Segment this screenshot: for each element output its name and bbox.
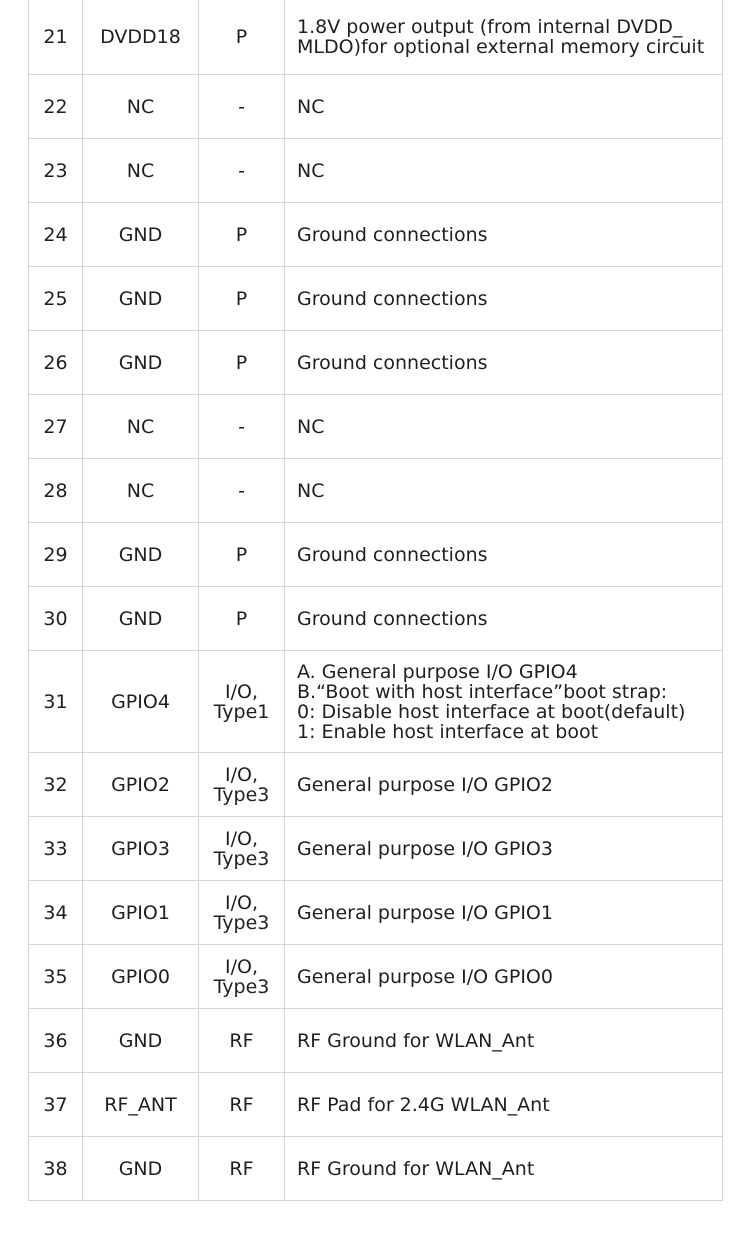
pin-description-line: RF Pad for 2.4G WLAN_Ant	[297, 1093, 550, 1116]
pin-number-cell: 26	[29, 331, 83, 395]
pin-type-line: -	[238, 479, 245, 502]
pin-number-cell: 23	[29, 139, 83, 203]
pin-description-line: NC	[297, 95, 325, 118]
pin-name-cell: GPIO1	[83, 881, 199, 945]
pin-number-cell: 30	[29, 587, 83, 651]
pin-description-line: General purpose I/O GPIO3	[297, 837, 553, 860]
pin-number-cell: 27	[29, 395, 83, 459]
pin-description-line: General purpose I/O GPIO1	[297, 901, 553, 924]
pin-type-line: I/O,	[225, 680, 258, 703]
pin-name-cell: GND	[83, 267, 199, 331]
pin-type-line: RF	[229, 1029, 254, 1052]
pin-description-line: 1.8V power output (from internal DVDD_	[297, 15, 683, 38]
pin-name-cell: GPIO3	[83, 817, 199, 881]
pin-type-line: I/O,	[225, 955, 258, 978]
pin-description-line: Ground connections	[297, 351, 488, 374]
table-row	[29, 753, 723, 817]
pin-description-line: General purpose I/O GPIO2	[297, 773, 553, 796]
pin-number-cell: 24	[29, 203, 83, 267]
table-row	[29, 523, 723, 587]
pin-number-cell: 33	[29, 817, 83, 881]
pin-type-line: P	[235, 351, 248, 374]
pin-description-cell	[285, 651, 723, 753]
pin-type-cell	[199, 203, 285, 267]
pin-type-cell	[199, 267, 285, 331]
pin-description-line: RF Ground for WLAN_Ant	[297, 1157, 535, 1180]
pin-name-cell: NC	[83, 459, 199, 523]
table-row	[29, 267, 723, 331]
pin-description-line: NC	[297, 415, 325, 438]
pin-number-cell: 35	[29, 945, 83, 1009]
pin-name-cell: GND	[83, 331, 199, 395]
table-row	[29, 1137, 723, 1201]
table-row	[29, 395, 723, 459]
pin-name-cell: RF_ANT	[83, 1073, 199, 1137]
pin-type-line: RF	[229, 1157, 254, 1180]
table-row	[29, 1009, 723, 1073]
pin-name-cell: GND	[83, 1137, 199, 1201]
pin-type-line: I/O,	[225, 763, 258, 786]
pin-description-line: NC	[297, 159, 325, 182]
pin-description-line: A. General purpose I/O GPIO4	[297, 660, 578, 683]
pin-description-cell	[285, 267, 723, 331]
table-row	[29, 1073, 723, 1137]
pin-name-cell: NC	[83, 395, 199, 459]
pin-description-cell	[285, 75, 723, 139]
pin-type-cell	[199, 753, 285, 817]
pin-type-line: I/O,	[225, 827, 258, 850]
pin-description-cell	[285, 1137, 723, 1201]
pin-description-line: 0: Disable host interface at boot(default)	[297, 700, 686, 723]
pin-type-line: Type1	[213, 700, 270, 723]
pin-type-line: I/O,	[225, 891, 258, 914]
pin-number-cell: 34	[29, 881, 83, 945]
pin-type-cell	[199, 651, 285, 753]
pin-type-line: -	[238, 415, 245, 438]
pin-name-cell: GND	[83, 523, 199, 587]
pin-type-line: Type3	[213, 847, 270, 870]
pin-type-cell	[199, 139, 285, 203]
pin-name-cell: GND	[83, 203, 199, 267]
pin-type-cell	[199, 881, 285, 945]
pin-type-line: P	[235, 223, 248, 246]
pin-type-line: RF	[229, 1093, 254, 1116]
pin-type-cell	[199, 75, 285, 139]
pin-description-line: Ground connections	[297, 223, 488, 246]
pin-type-line: P	[235, 25, 248, 48]
pin-number-cell: 37	[29, 1073, 83, 1137]
table-row	[29, 459, 723, 523]
pin-type-line: -	[238, 95, 245, 118]
pin-description-cell	[285, 753, 723, 817]
pin-description-line: MLDO)for optional external memory circuit	[297, 35, 705, 58]
pin-description-line: RF Ground for WLAN_Ant	[297, 1029, 535, 1052]
pin-type-line: P	[235, 607, 248, 630]
pin-description-cell	[285, 203, 723, 267]
table-row	[29, 139, 723, 203]
pin-description-cell	[285, 0, 723, 75]
pin-type-cell	[199, 0, 285, 75]
table-row	[29, 881, 723, 945]
table-row	[29, 331, 723, 395]
pin-name-cell: DVDD18	[83, 0, 199, 75]
pin-number-cell: 28	[29, 459, 83, 523]
pin-type-cell	[199, 459, 285, 523]
pin-type-cell	[199, 1009, 285, 1073]
pin-description-line: NC	[297, 479, 325, 502]
pin-type-line: Type3	[213, 975, 270, 998]
table-row	[29, 587, 723, 651]
pin-type-line: P	[235, 543, 248, 566]
pin-definition-table	[28, 0, 723, 1201]
pin-type-cell	[199, 331, 285, 395]
pin-description-cell	[285, 139, 723, 203]
table-row	[29, 203, 723, 267]
pin-number-cell: 32	[29, 753, 83, 817]
pin-name-cell: GPIO4	[83, 651, 199, 753]
pin-type-line: -	[238, 159, 245, 182]
pin-number-cell: 38	[29, 1137, 83, 1201]
pin-type-cell	[199, 1073, 285, 1137]
pin-description-cell	[285, 945, 723, 1009]
pin-type-cell	[199, 945, 285, 1009]
pin-type-cell	[199, 1137, 285, 1201]
pin-description-cell	[285, 331, 723, 395]
pin-description-cell	[285, 523, 723, 587]
pin-number-cell: 31	[29, 651, 83, 753]
pin-type-cell	[199, 395, 285, 459]
pin-number-cell: 22	[29, 75, 83, 139]
pin-name-cell: GND	[83, 1009, 199, 1073]
table-row	[29, 817, 723, 881]
pin-name-cell: NC	[83, 139, 199, 203]
pin-type-cell	[199, 587, 285, 651]
pin-description-line: General purpose I/O GPIO0	[297, 965, 553, 988]
pin-number-cell: 36	[29, 1009, 83, 1073]
pin-name-cell: NC	[83, 75, 199, 139]
pin-type-cell	[199, 523, 285, 587]
pin-name-cell: GPIO2	[83, 753, 199, 817]
pin-description-cell	[285, 587, 723, 651]
pin-description-cell	[285, 1009, 723, 1073]
pin-type-line: P	[235, 287, 248, 310]
table-row	[29, 75, 723, 139]
pin-description-line: Ground connections	[297, 607, 488, 630]
pin-description-cell	[285, 1073, 723, 1137]
pin-number-cell: 25	[29, 267, 83, 331]
pin-name-cell: GND	[83, 587, 199, 651]
pin-description-line: 1: Enable host interface at boot	[297, 720, 599, 743]
pin-number-cell: 29	[29, 523, 83, 587]
pin-table-body	[29, 0, 723, 1201]
pin-description-cell	[285, 817, 723, 881]
pin-description-cell	[285, 459, 723, 523]
table-row	[29, 945, 723, 1009]
pin-description-line: Ground connections	[297, 543, 488, 566]
pin-type-cell	[199, 817, 285, 881]
pin-description-cell	[285, 881, 723, 945]
pin-description-cell	[285, 395, 723, 459]
pin-type-line: Type3	[213, 911, 270, 934]
table-row	[29, 0, 723, 75]
table-row	[29, 651, 723, 753]
pin-name-cell: GPIO0	[83, 945, 199, 1009]
pin-description-line: B.“Boot with host interface”boot strap:	[297, 680, 668, 703]
pin-number-cell: 21	[29, 0, 83, 75]
pin-description-line: Ground connections	[297, 287, 488, 310]
pin-type-line: Type3	[213, 783, 270, 806]
